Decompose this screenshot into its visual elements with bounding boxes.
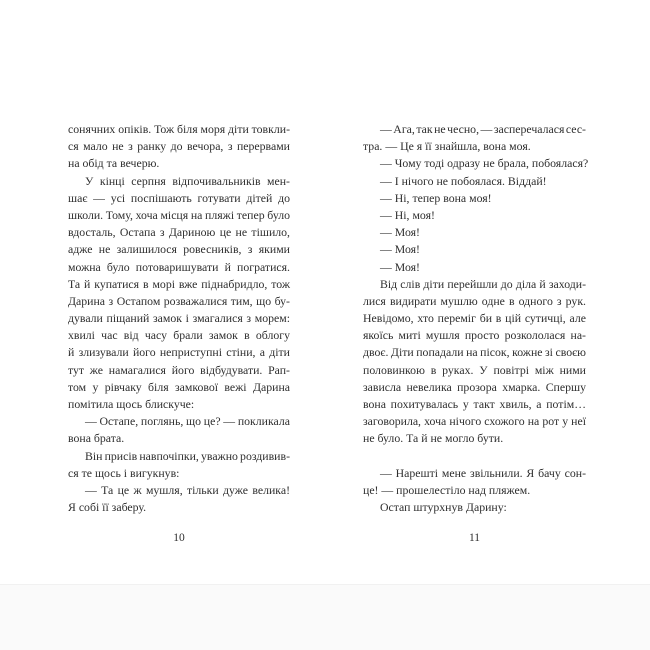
page-number-left: 10 — [173, 532, 185, 544]
text-line: зависла невелика прозора хмарка. Спершу — [363, 379, 586, 394]
text-line: помітила щось блискуче: — [68, 397, 195, 411]
text-line: — Моя! — [380, 259, 420, 274]
text-line: й злизували його неприступні стіни, а діти — [68, 345, 290, 360]
text-line: лися видирати мушлю одне в одного з рук. — [363, 293, 586, 308]
text-line: сонячних опіків. Тож біля моря діти товкли- — [68, 122, 290, 136]
text-line: можна було потоваришувати й погратися. — [68, 259, 290, 274]
text-line: У кінці серпня відпочивальників мен- — [85, 173, 290, 188]
text-line: тут же намагалися його відбудувати. Рап- — [68, 362, 290, 377]
text-line: вона брата. — [68, 431, 125, 446]
text-line: хвилі час від часу брали замок в облогу — [68, 328, 290, 343]
page-left-text — [68, 121, 290, 516]
text-line: заговорила, хоча нічого схожого на рот у неї — [363, 414, 586, 429]
text-line: — Ні, моя! — [380, 207, 435, 222]
text-line: дували піщаний замок і змагалися з морем: — [68, 311, 290, 326]
book-page-left — [68, 0, 290, 583]
text-line: — Ні, тепер вона моя! — [380, 190, 492, 205]
text-line: тра. — Це я її знайшла, вона моя. — [363, 139, 531, 154]
text-line: том у рівчаку біля замкової вежі Дарина — [68, 379, 290, 394]
text-line: — Чому тоді одразу не брала, побоялася? — [380, 156, 589, 171]
text-line: вдосталь, Остапа з Дариною це не тішило, — [68, 225, 290, 240]
text-line: школи. Тому, хоча місця на пляжі тепер було — [68, 207, 290, 222]
page-number-right: 11 — [468, 532, 481, 544]
text-line: Він присів навпочіпки, уважно роздивив- — [85, 448, 290, 463]
text-line: ся те щось і вигукнув: — [68, 465, 180, 480]
text-line: Остап штурхнув Дарину: — [380, 500, 507, 515]
text-line: — Моя! — [380, 242, 420, 257]
text-line: — Моя! — [380, 225, 420, 240]
text-line: — Остапе, поглянь, що це? — покликала — [85, 414, 290, 429]
page-right-text — [363, 121, 589, 516]
text-line: половинкою в руках. У повітрі між ними — [363, 362, 586, 377]
text-line: це! — прошелестіло над пляжем. — [363, 482, 531, 497]
text-line: на обід та вечерю. — [68, 156, 160, 171]
text-line: адже не залишилося ровесників, з якими — [68, 242, 290, 257]
book-page-right — [363, 0, 589, 583]
text-line: — Нарешті мене звільнили. Я бачу сон- — [380, 465, 586, 480]
text-line: шає — усі поспішають готувати дітей до — [68, 190, 290, 205]
text-line: Дарина з Остапом розважалися тим, що бу- — [68, 293, 290, 308]
text-line: — Ага, так не чесно, — засперечалася сес- — [380, 122, 586, 136]
text-line: не було. Та й не могло бути. — [363, 431, 504, 446]
text-line: Від слів діти перейшли до діла й заходи- — [380, 276, 586, 291]
page-bottom-edge — [0, 584, 650, 650]
text-line: Та й купатися в морі вже піднабридло, тож — [68, 276, 290, 291]
text-line: — І нічого не побоялася. Віддай! — [380, 173, 547, 188]
text-line: якоїсь миті мушля просто розкололася на- — [363, 328, 586, 343]
text-line: — Та це ж мушля, тільки дуже велика! — [85, 482, 290, 497]
text-line: ся мало не з ранку до вечора, з перервами — [68, 139, 290, 154]
text-line: двоє. Діти попадали на пісок, кожне зі своєю — [363, 345, 586, 360]
text-line: Я собі її заберу. — [68, 500, 147, 515]
text-line: Невідомо, хто переміг би в цій сутичці, але — [363, 311, 586, 326]
text-line: вона похитувалась у такт хвиль, а потім… — [363, 397, 586, 411]
